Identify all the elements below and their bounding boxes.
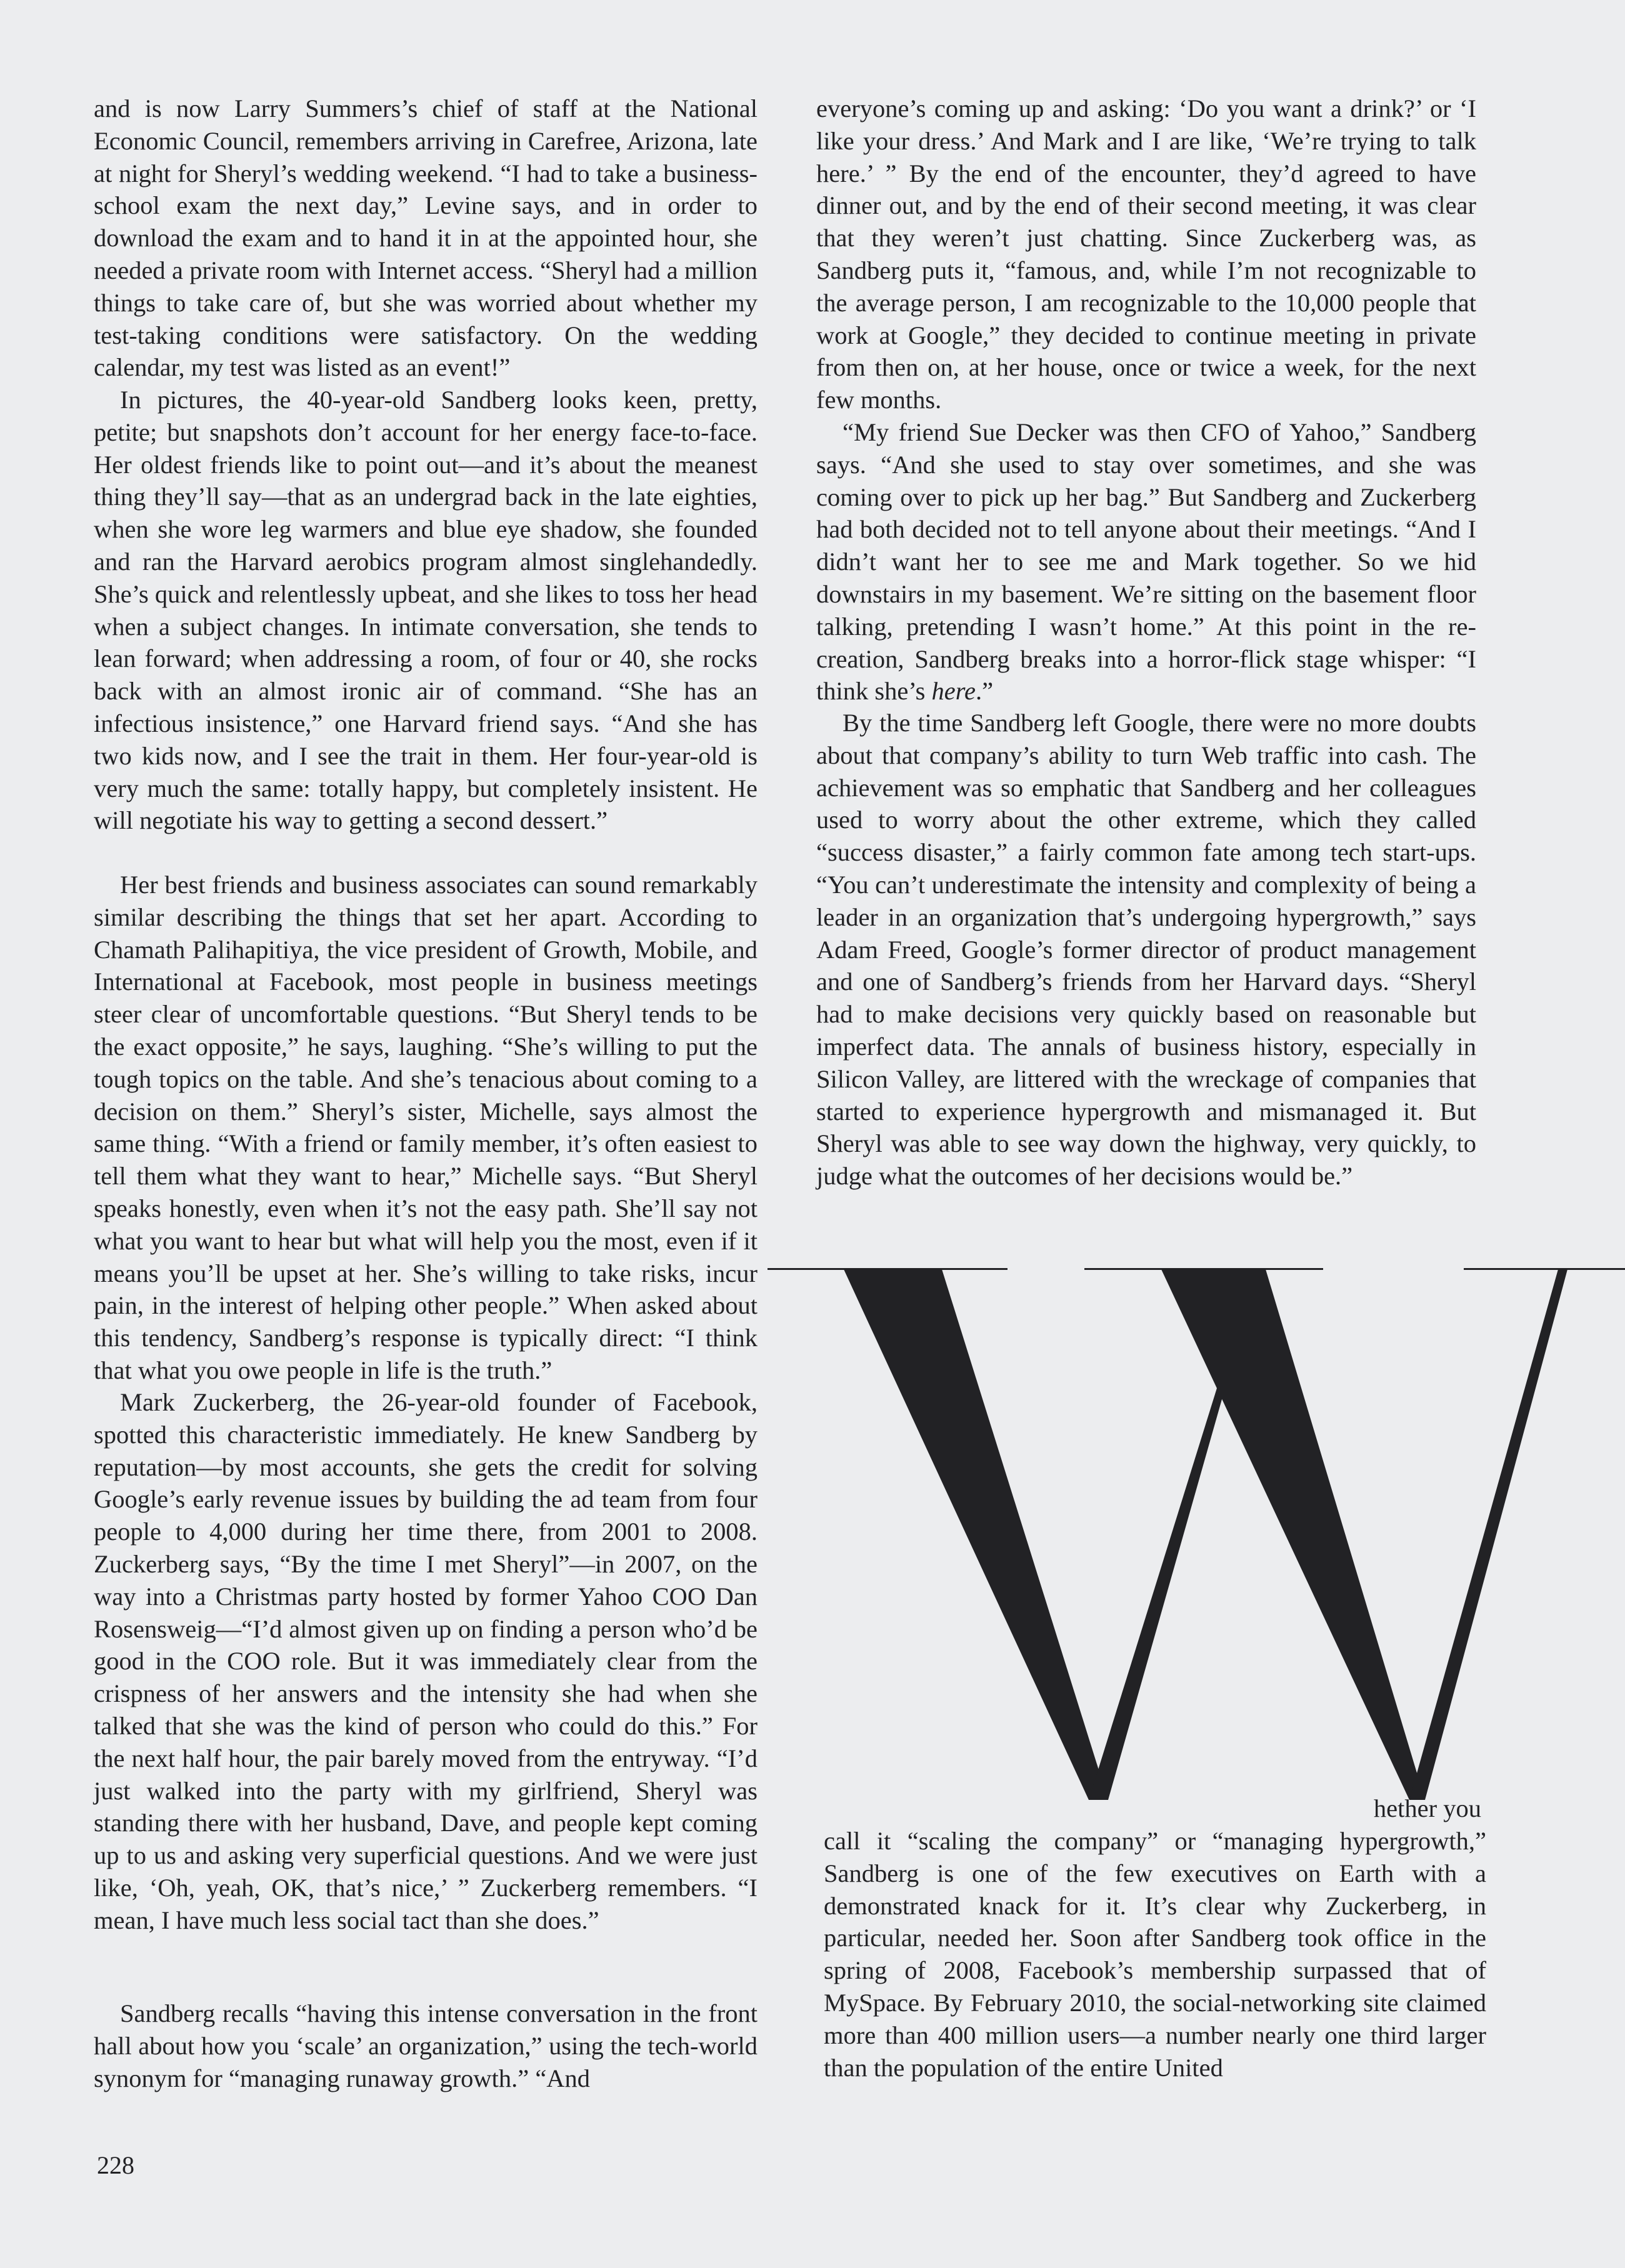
dropcap-lead-text: hether you [1373, 1794, 1481, 1822]
right-paragraph-2: “My friend Sue Decker was then CFO of Yahoo,” Sandberg says. “And she used to stay over sometimes, and she was coming over to pick up her bag.” But Sandberg and Zuckerberg had both decided not to tell anyone about their meetings. “And I didn’t want her to see me and Mark together. So we hid downstairs in my basement. We’re sitting on the basement floor talking, pretending I wasn’t home.” At this point in the re-creation, Sandberg breaks into a horror-flick stage whisper: “I think she’s here.” [816, 418, 1476, 706]
left-paragraph-2: In pictures, the 40-year-old Sandberg looks keen, pretty, petite; but snapshots don’t account for her energy face-to-face. Her oldest friends like to point out—and it’s about the meanest thing they’ll say—that as an undergrad back in the late eighties, when she wore leg warmers and blue eye shadow, she founded and ran the Harvard aerobics program almost singlehandedly. She’s quick and relentlessly upbeat, and she likes to toss her head when a subject changes. In intimate conversation, she tends to lean forward; when addressing a room, of four or 40, she rocks back with an almost ironic air of command. “She has an infectious insistence,” one Harvard friend says. “And she has two kids now, and I see the trait in them. Her four-year-old is very much the same: totally happy, but completely insistent. He will negotiate his way to getting a second dessert.” [94, 386, 758, 835]
left-paragraph-5: Sandberg recalls “having this intense conversation in the front hall about how you ‘scale’ an organization,” using the tech-world synonym for “managing runaway growth.” “And [94, 1999, 758, 2092]
dropcap-letter-w [806, 1187, 1581, 1844]
page-number: 228 [97, 2151, 134, 2179]
left-paragraph-4: Mark Zuckerberg, the 26-year-old founder of Facebook, spotted this characteristic immediately. He knew Sandberg by reputation—by most accounts, she gets the credit for solving Google’s early revenue issues by building the ad team from four people to 4,000 during her time there, from 2001 to 2008. Zuckerberg says, “By the time I met Sheryl”—in 2007, on the way into a Christmas party hosted by former Yahoo COO Dan Rosensweig—“I’d almost given up on finding a person who’d be good in the COO role. But it was immediately clear from the crispness of her answers and the intensity she had when she talked that she was the kind of person who could do this.” For the next half hour, the pair barely moved from the entryway. “I’d just walked into the party with my girlfriend, Sheryl was standing there with her husband, Dave, and people kept coming up to us and asking very superficial questions. And we were just like, ‘Oh, yeah, OK, that’s nice,’ ” Zuckerberg remembers. “I mean, I have much less social tact than she does.” [94, 1388, 758, 1934]
left-paragraph-1: and is now Larry Summers’s chief of staff at the National Economic Council, remembers arriving in Carefree, Arizona, late at night for Sheryl’s wedding weekend. “I had to take a business-school exam the next day,” Levine says, and in order to download the exam and to hand it in at the appointed hour, she needed a private room with Internet access. “Sheryl had a million things to take care of, but she was worried about whether my test-taking conditions were satisfactory. On the wedding calendar, my test was listed as an event!” [94, 94, 758, 382]
left-paragraph-3: Her best friends and business associates can sound remarkably similar describing the things that set her apart. According to Chamath Palihapitiya, the vice president of Growth, Mobile, and International at Facebook, most people in business meetings steer clear of uncomfortable questions. “But Sheryl tends to be the exact opposite,” he says, laughing. “She’s willing to put the tough topics on the table. And she’s tenacious about coming to a decision on them.” Sheryl’s sister, Michelle, says almost the same thing. “With a friend or family member, it’s often easiest to tell them what they want to hear,” Michelle says. “But Sheryl speaks honestly, even when it’s not the easy path. She’ll say not what you want to hear but what will help you the most, even if it means you’ll be upset at her. She’s willing to take risks, incur pain, in the interest of helping other people.” When asked about this tendency, Sandberg’s response is typically direct: “I think that what you owe people in life is the truth.” [94, 871, 758, 1384]
right-paragraph-1: everyone’s coming up and asking: ‘Do you want a drink?’ or ‘I like your dress.’ And Mark and I are like, ‘We’re trying to talk here.’ ” By the end of the encounter, they’d agreed to have dinner out, and by the end of their second meeting, it was clear that they weren’t just chatting. Since Zuckerberg was, as Sandberg puts it, “famous, and, while I’m not recognizable to the average person, I am recognizable to the 10,000 people that work at Google,” they decided to continue meeting in private from then on, at her house, once or twice a week, for the next few months. [816, 94, 1476, 414]
right-paragraph-final: call it “scaling the company” or “managing hypergrowth,” Sandberg is one of the few executives on Earth with a demonstrated knack for it. It’s clear why Zuckerberg, in particular, needed her. Soon after Sandberg took office in the spring of 2008, Facebook’s membership surpassed that of MySpace. By February 2010, the social-networking site claimed more than 400 million users—a number nearly one third larger than the population of the entire United [824, 1827, 1486, 2082]
emphasis-here: here [931, 677, 976, 706]
right-paragraph-3: By the time Sandberg left Google, there were no more doubts about that company’s ability to turn Web traffic into cash. The achievement was so emphatic that Sandberg and her colleagues used to worry about the other extreme, which they called “success disaster,” a fairly common fate among tech start-ups. “You can’t underestimate the intensity and complexity of being a leader in an organization that’s undergoing hypergrowth,” says Adam Freed, Google’s former director of product management and one of Sandberg’s friends from her Harvard days. “Sheryl had to make decisions very quickly based on reasonable but imperfect data. The annals of business history, especially in Silicon Valley, are littered with the wreckage of companies that started to experience hypergrowth and mismanaged it. But Sheryl was able to see way down the highway, very quickly, to judge what the outcomes of her decisions would be.” [816, 709, 1476, 1191]
